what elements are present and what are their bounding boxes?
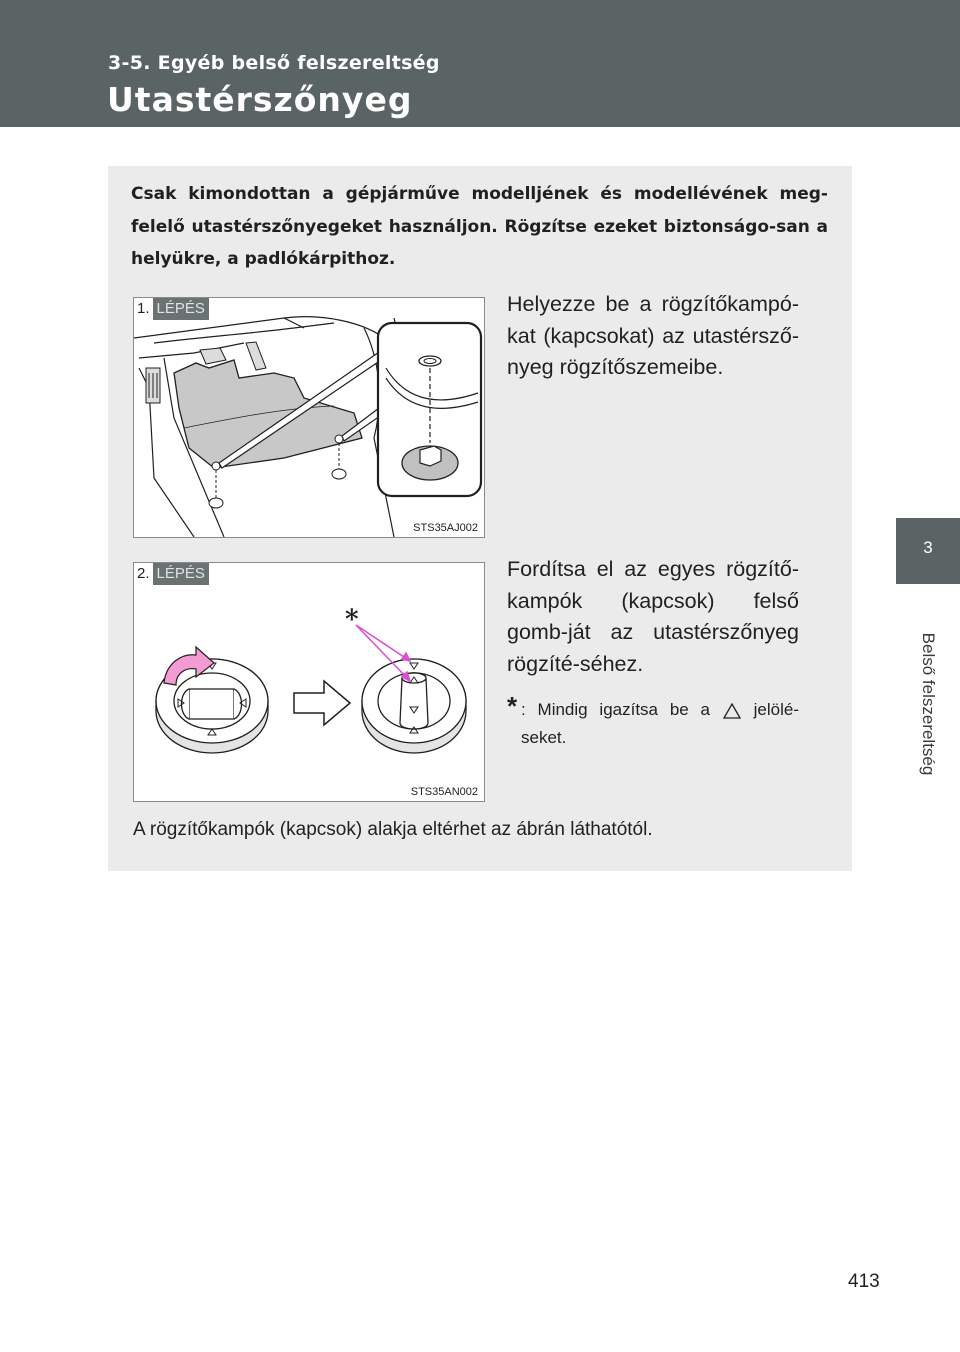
page-header	[0, 0, 960, 127]
note-marker: *	[507, 691, 518, 721]
step-word: LÉPÉS	[153, 563, 209, 585]
page-number: 413	[848, 1271, 880, 1292]
intro-text: Csak kimondottan a gépjárműve modelljének és modellévének meg-felelő utastérszőnyegeket használjon. Rögzítse ezeket biztonságo-san a helyükre, a padlókárpithoz.	[131, 184, 828, 269]
section-label: 3-5. Egyéb belső felszereltség	[108, 52, 440, 74]
note-text-start: : Mindig igazítsa be a	[521, 700, 710, 719]
step-2-text: Fordítsa el az egyes rögzítő-kampók (kapcsok) felső gomb-ját az utastérszőnyeg rögzíté-séhez.	[507, 557, 799, 676]
figure-code: STS35AJ002	[413, 522, 478, 534]
figure-asterisk: *	[345, 605, 359, 635]
chapter-label: Belső felszereltség	[919, 632, 938, 776]
asterisk-note	[507, 691, 799, 752]
chapter-number: 3	[923, 538, 933, 557]
triangle-outline-icon	[722, 702, 742, 720]
step-number: 2.	[134, 563, 153, 585]
step-1-text: Helyezze be a rögzítőkampó-kat (kapcsokat) az utastérsző-nyeg rögzítőszemeibe.	[507, 292, 799, 379]
step-2-figure	[133, 562, 485, 802]
step-badge-2	[134, 563, 209, 585]
footnote-text: A rögzítőkampók (kapcsok) alakja eltérhet az ábrán láthatótól.	[133, 819, 653, 840]
step-number: 1.	[134, 298, 153, 320]
chapter-tab[interactable]	[896, 518, 960, 584]
step-1-figure	[133, 297, 485, 538]
figure-code: STS35AN002	[410, 786, 478, 798]
note-text-end: jelölé-seket.	[521, 700, 799, 747]
step-badge-1	[134, 298, 209, 320]
step-word: LÉPÉS	[153, 298, 209, 320]
floor-mat-illustration	[134, 298, 484, 537]
hook-rotation-illustration	[134, 563, 484, 801]
note-body	[507, 696, 799, 752]
page-title: Utastérszőnyeg	[107, 80, 413, 119]
